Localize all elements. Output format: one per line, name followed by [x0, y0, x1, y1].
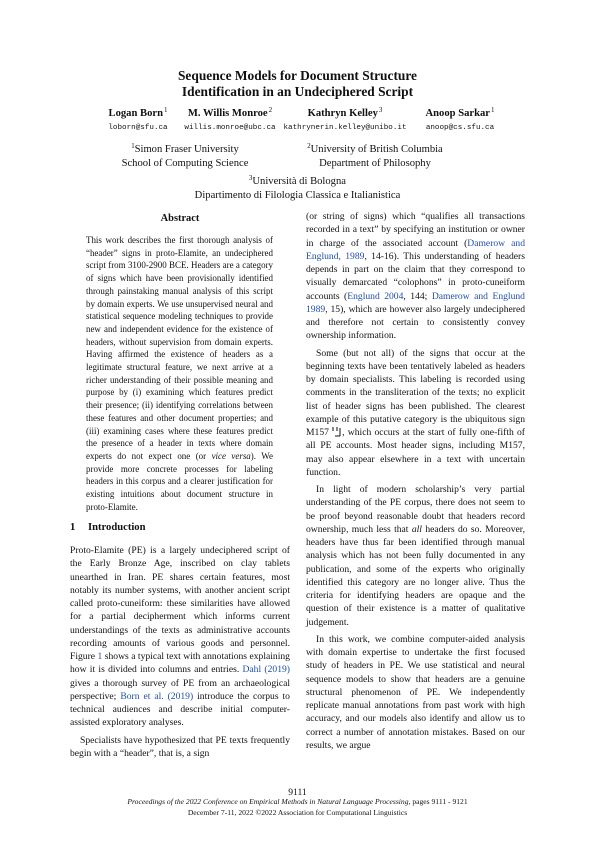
author-name: M. Willis Monroe$^2$	[187, 106, 273, 119]
m157-sign-glyph	[332, 426, 342, 437]
author-affil-mark: 2	[268, 106, 273, 114]
abstract-body	[86, 234, 273, 513]
author-name: Kathryn Kelley$^3$	[307, 106, 383, 119]
affiliation: $^2$University of British Columbia Department of Philosophy	[307, 143, 443, 169]
author-affil-mark: 1	[163, 106, 168, 114]
paragraph: Some (but not all) of the signs that occur at the beginning texts have been tentatively labeled as headers by domain specialists. This labeling is recorded using comments in the transliteration of the texts; no explicit list of header signs has been published. The clearest example of this putative category is the ubiquitous sign M157 , which occurs at the start of fully one-fifth of all PE accounts. Most header signs, including M157, may also appear elsewhere in a text with uncertain function.	[306, 347, 526, 478]
citation-link[interactable]: Damerow and Englund, 1989	[306, 237, 526, 262]
paragraph: (or string of signs) which “qualifies all transactions recorded in a text” by specifying an institution or owner in charge of the associated account (Damerow and Englund, 1989, 14-16). This understanding of headers depends in part on the claim that they correspond to visually demarcated “colophons” in proto-cuneiform accounts (Englund 2004, 144; Damerow and Englund 1989, 15), which are however also largely undeciphered and therefore not certain to consistently convey ownership information.	[306, 211, 526, 342]
paper-title-line-1: Sequence Models for Document Structure	[177, 68, 418, 83]
author-affil-mark: 3	[378, 106, 383, 114]
figure-ref-link[interactable]: 1	[97, 651, 103, 662]
paragraph: In light of modern scholarship’s very partial understanding of the PE corpus, there does not seem to be proof beyond reasonable doubt that headers record ownership, much less that all headers do so. Moreover, headers have thus far been identified through manual analysis which has not been fully documented in any publication, and some of the experts who originally identified this category are no longer alive. Thus the criteria for identifying headers are opaque and the question of their existence is a matter of qualitative judgement.	[306, 484, 525, 628]
author-name: Logan Born$^1$	[108, 106, 168, 119]
left-column	[70, 544, 290, 760]
abstract-text: This work describes the first thorough analysis of “header” signs in proto-Elamite, an undeciphered script from 3100-2900 BCE. Headers are a category of signs which have been provisionally identified through painstaking manual analysis of this script by domain experts. We use unsupervised neural and statistical sequence modeling techniques to provide new and independent evidence for the existence of headers, without supervision from domain experts. Having affirmed the existence of headers as a legitimate structural feature, we next arrive at a richer understanding of their possible meaning and purpose by (i) examining which features predict their presence; (ii) identifying correlations between these features and other document properties; and (iii) examining cases where these features predict the presence of a header in texts where domain experts do not expect one (or vice versa). We provide more concrete processes for labeling headers in this corpus and a clearer justification for existing intuitions about document structure in proto-Elamite.	[86, 235, 273, 512]
paragraph: Proto-Elamite (PE) is a largely undeciphered script of the Early Bronze Age, inscribed on clay tablets unearthed in Iran. PE shares certain features, most notably its number systems, with another ancient script called proto-cuneiform: these similarities have allowed for a partial decipherment which informs current understandings of the texts as administrative accounts recording amounts of various goods and personnel. Figure 1 shows a typical text with annotations explaining how it is divided into columns and entries. Dahl (2019) gives a thorough survey of PE from an archaeological perspective; Born et al. (2019) introduce the corpus to technical audiences and describe initial computer-assisted exploratory analyses.	[70, 545, 291, 729]
affiliation: $^3$Università di Bologna Dipartimento di Filologia Classica e Italianistica	[194, 175, 401, 201]
citation-link[interactable]: Damerow and Englund 1989	[306, 290, 525, 315]
citation-link[interactable]: Born et al. (2019)	[120, 690, 194, 702]
paragraph: Specialists have hypothesized that PE texts frequently begin with a “header”, that is, a sign	[70, 734, 290, 759]
citation-link[interactable]: Dahl (2019)	[242, 664, 291, 676]
author-email[interactable]: kathrynerin.kelley@unibo.it	[283, 124, 407, 132]
copyright-line: December 7-11, 2022 ©2022 Association for Computational Linguistics	[187, 808, 408, 817]
section-heading: 1 Introduction	[70, 522, 146, 533]
paper-title-line-2: Identification in an Undeciphered Script	[181, 84, 414, 99]
page-number: 9111	[288, 787, 307, 798]
abstract-heading: Abstract	[160, 213, 200, 224]
paragraph: In this work, we combine computer-aided analysis with domain expertise to undertake the first focused study of headers in PE. We use statistical and neural sequence models to show that headers are a genuine structural phenomenon of PE. We independently replicate manual annotations from past work with high accuracy, and our models also identify and allow us to correct a number of annotation mistakes. Based on our results, we argue	[306, 633, 525, 751]
author-affil-mark: 1	[490, 106, 495, 114]
right-column	[306, 210, 525, 752]
proceedings-line: Proceedings of the 2022 Conference on Empirical Methods in Natural Language Processing, pages 9111 - 9121	[127, 797, 468, 806]
author-email[interactable]: anoop@cs.sfu.ca	[425, 124, 495, 132]
author-email[interactable]: willis.monroe@ubc.ca	[184, 124, 276, 132]
author-name: Anoop Sarkar$^1$	[425, 106, 495, 119]
citation-link[interactable]: Englund 2004	[347, 290, 404, 302]
author-email[interactable]: loborn@sfu.ca	[108, 124, 168, 132]
affiliation: $^1$Simon Fraser University School of Computing Science	[121, 143, 249, 169]
